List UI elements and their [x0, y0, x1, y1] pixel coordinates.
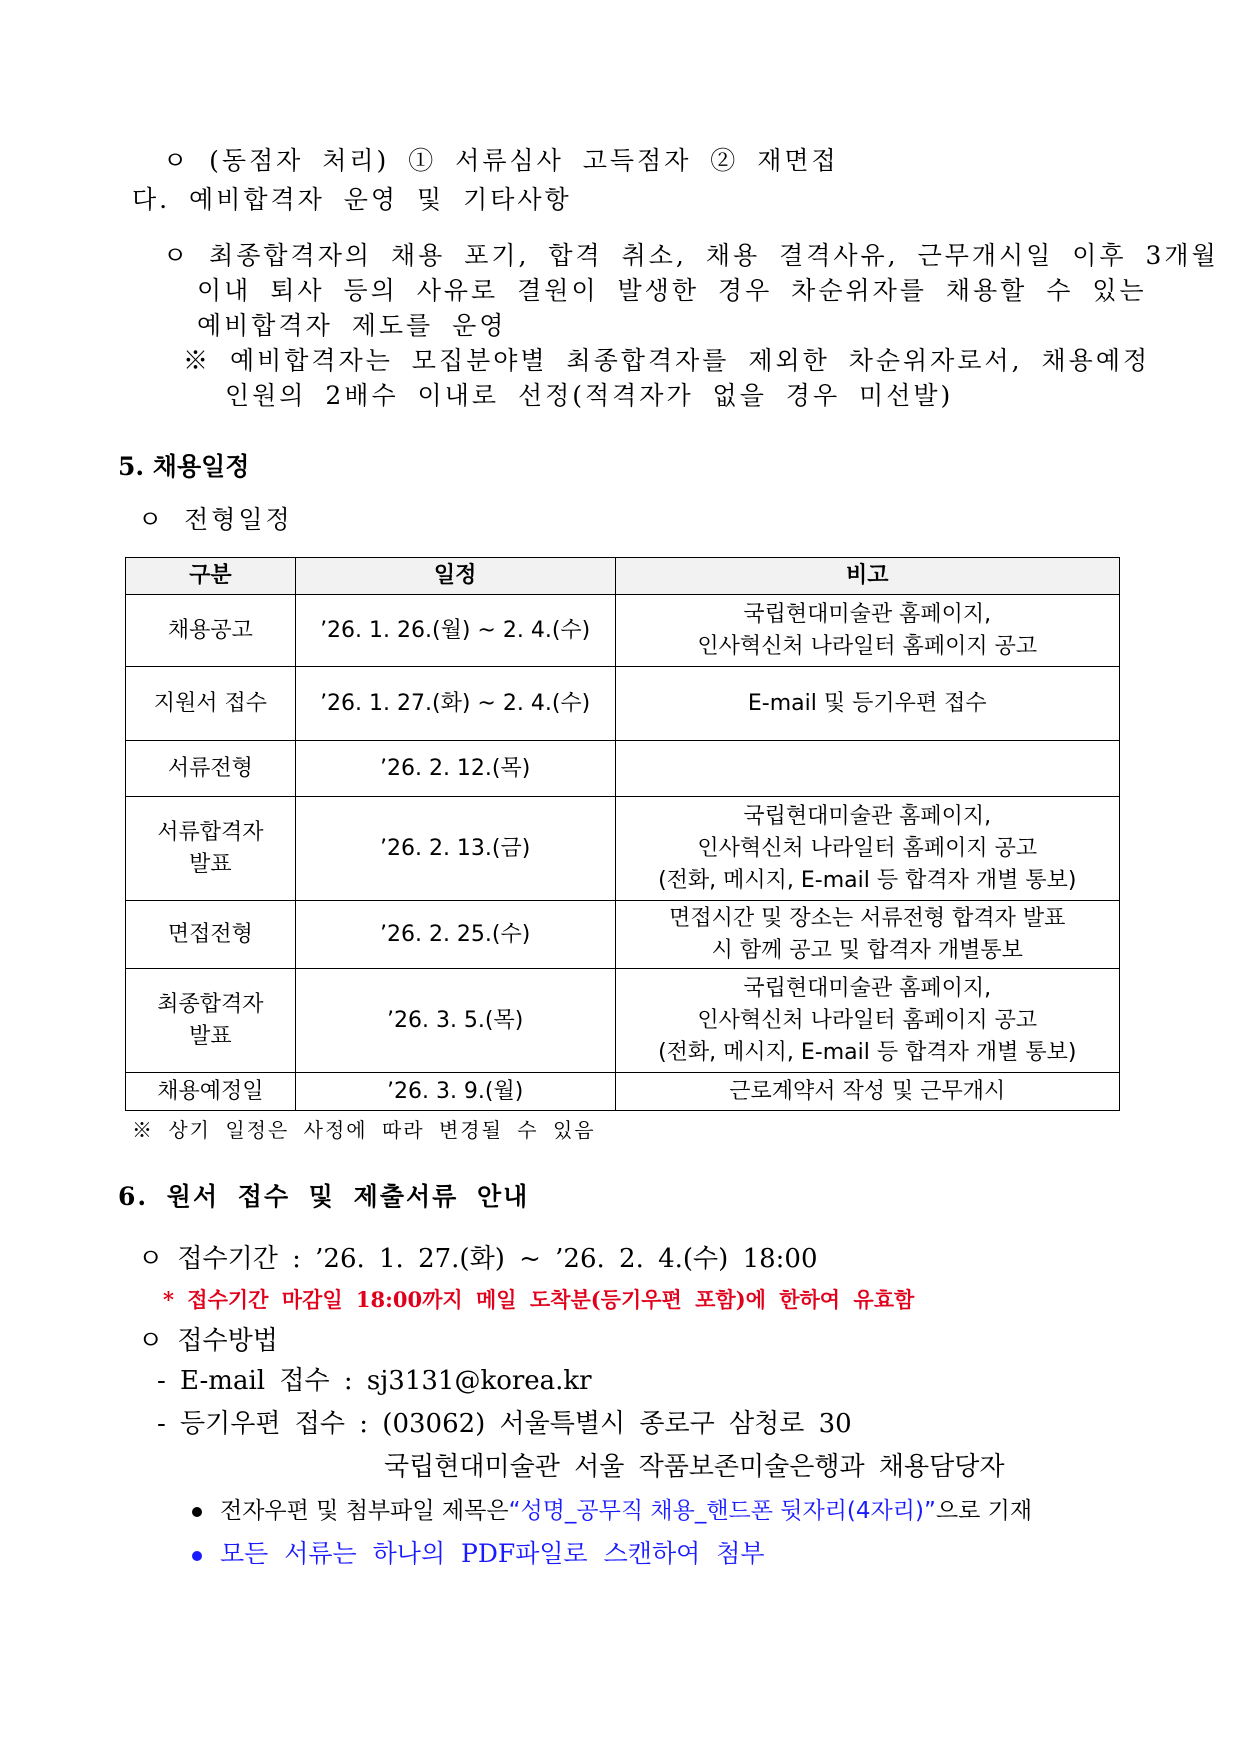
note-line: (전화, 메시지, E-mail 등 합격자 개별 통보)	[658, 1039, 1077, 1065]
subject-format: “성명_공무직 채용_핸드폰 뒷자리(4자리)”	[508, 1498, 936, 1524]
reserve-para-line-2: 이내 퇴사 등의 사유로 결원이 발생한 경우 차순위자를 채용할 수 있는	[197, 276, 1147, 305]
subject-instruction	[192, 1494, 1032, 1528]
table-row	[126, 901, 1120, 969]
application-method-heading: ㅇ 접수방법	[138, 1326, 278, 1356]
row-date: ’26. 1. 27.(화) ~ 2. 4.(수)	[295, 667, 615, 741]
note-line: 국립현대미술관 홈페이지,	[743, 975, 992, 1001]
section-6-heading: 6. 원서 접수 및 제출서류 안내	[118, 1182, 530, 1211]
header-note: 비고	[615, 558, 1120, 595]
table-header-row	[126, 558, 1120, 595]
note-line: 국립현대미술관 홈페이지,	[743, 803, 992, 829]
row-category: 면접전형	[126, 901, 296, 969]
note-line: (전화, 메시지, E-mail 등 합격자 개별 통보)	[658, 867, 1077, 893]
section-c-heading: 다. 예비합격자 운영 및 기타사항	[132, 185, 572, 214]
row-date: ’26. 3. 9.(월)	[295, 1073, 615, 1111]
application-period: ㅇ 접수기간 : ’26. 1. 27.(화) ~ ’26. 2. 4.(수) 18:00	[138, 1244, 818, 1274]
tie-rule-line: ㅇ (동점자 처리) ① 서류심사 고득점자 ② 재면접	[163, 146, 839, 175]
pdf-instruction-text: 모든 서류는 하나의 PDF파일로 스캔하여 첨부	[220, 1539, 765, 1568]
schedule-table	[125, 557, 1120, 1111]
row-note	[615, 901, 1120, 969]
table-row	[126, 741, 1120, 797]
email-submission: - E-mail 접수 : sj3131@korea.kr	[157, 1366, 592, 1396]
header-category: 구분	[126, 558, 296, 595]
note-line: 시 함께 공고 및 합격자 개별통보	[711, 937, 1023, 963]
note-line: 면접시간 및 장소는 서류전형 합격자 발표	[669, 905, 1066, 931]
row-category: 지원서 접수	[126, 667, 296, 741]
bullet-icon	[192, 1551, 202, 1561]
reserve-para-line-3: 예비합격자 제도를 운영	[197, 311, 507, 340]
row-date: ’26. 3. 5.(목)	[295, 969, 615, 1073]
schedule-footnote: ※ 상기 일정은 사정에 따라 변경될 수 있음	[132, 1118, 596, 1142]
category-line: 서류합격자 발표	[157, 819, 264, 877]
section-5-heading: 5. 채용일정	[118, 452, 250, 481]
note-line: 인사혁신처 나라일터 홈페이지 공고	[697, 835, 1038, 861]
row-note	[615, 1073, 1120, 1111]
row-note	[615, 595, 1120, 667]
note-line: 국립현대미술관 홈페이지,	[743, 601, 992, 627]
table-row	[126, 595, 1120, 667]
post-recipient: 국립현대미술관 서울 작품보존미술은행과 채용담당자	[384, 1452, 1005, 1482]
row-note	[615, 969, 1120, 1073]
subject-instruction-suffix: 으로 기재	[935, 1498, 1033, 1524]
row-category: 서류전형	[126, 741, 296, 797]
reserve-para-line-1: ㅇ 최종합격자의 채용 포기, 합격 취소, 채용 결격사유, 근무개시일 이후 3개월	[163, 241, 1219, 270]
application-period-note: * 접수기간 마감일 18:00까지 메일 도착분(등기우편 포함)에 한하여 유효함	[163, 1287, 915, 1312]
row-category	[126, 797, 296, 901]
table-row	[126, 667, 1120, 741]
bullet-icon	[192, 1507, 202, 1517]
row-category: 채용공고	[126, 595, 296, 667]
row-note	[615, 797, 1120, 901]
note-line: E-mail 및 등기우편 접수	[747, 690, 987, 716]
reserve-note-line-2: 인원의 2배수 이내로 선정(적격자가 없을 경우 미선발)	[225, 381, 954, 410]
category-line: 최종합격자 발표	[157, 991, 264, 1049]
table-row	[126, 1073, 1120, 1111]
section-5-subheading: ㅇ 전형일정	[138, 505, 293, 534]
pdf-instruction	[192, 1537, 765, 1571]
header-date: 일정	[295, 558, 615, 595]
row-date: ’26. 2. 25.(수)	[295, 901, 615, 969]
post-submission: - 등기우편 접수 : (03062) 서울특별시 종로구 삼청로 30	[157, 1409, 852, 1439]
reserve-note-line-1: ※ 예비합격자는 모집분야별 최종합격자를 제외한 차순위자로서, 채용예정	[183, 346, 1151, 375]
table-row	[126, 969, 1120, 1073]
row-category	[126, 969, 296, 1073]
row-category: 채용예정일	[126, 1073, 296, 1111]
table-row	[126, 797, 1120, 901]
row-date: ’26. 2. 13.(금)	[295, 797, 615, 901]
row-date: ’26. 2. 12.(목)	[295, 741, 615, 797]
note-line: 인사혁신처 나라일터 홈페이지 공고	[697, 1007, 1038, 1033]
subject-instruction-prefix: 전자우편 및 첨부파일 제목은	[220, 1498, 509, 1524]
row-note	[615, 741, 1120, 797]
note-line: 인사혁신처 나라일터 홈페이지 공고	[697, 633, 1038, 659]
row-note	[615, 667, 1120, 741]
row-date: ’26. 1. 26.(월) ~ 2. 4.(수)	[295, 595, 615, 667]
note-line: 근로계약서 작성 및 근무개시	[729, 1078, 1006, 1104]
